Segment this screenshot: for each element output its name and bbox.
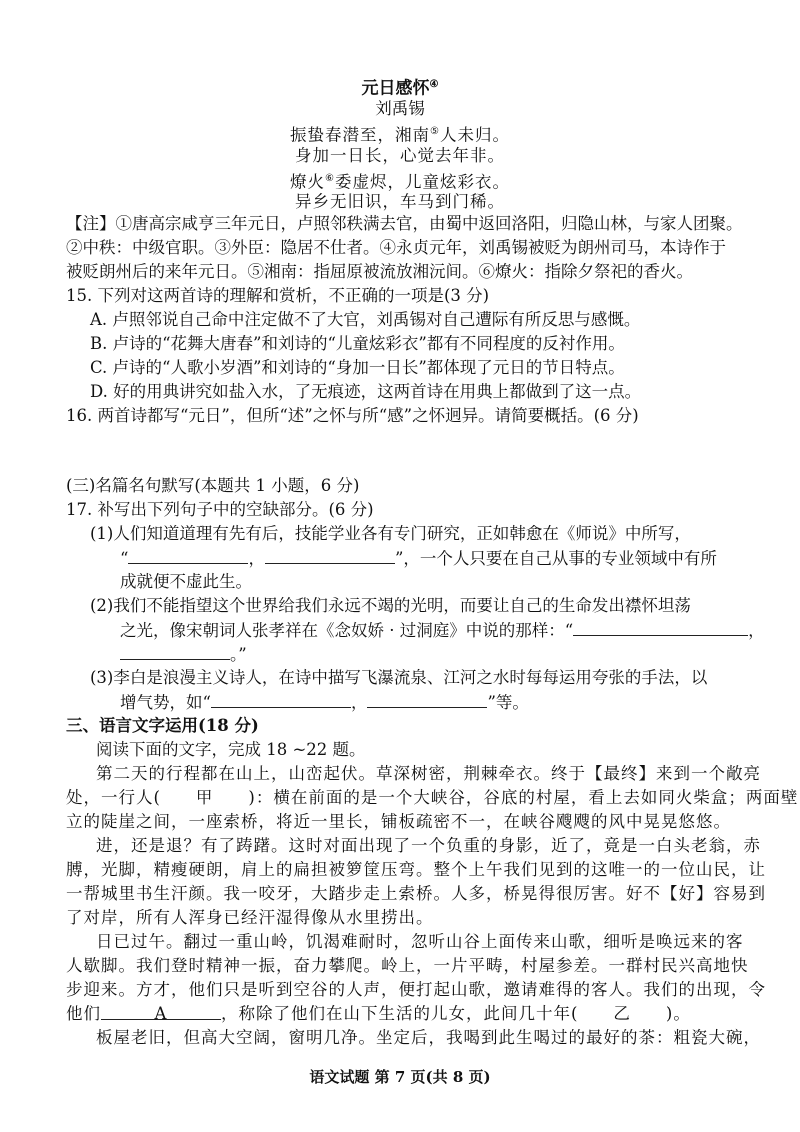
section-heading: (三)名篇名句默写(本题共 1 小题，6 分) [66, 476, 360, 495]
line-text: 。” [230, 645, 247, 664]
q17-item-2-line-2 [120, 619, 765, 642]
poem-note-mark: ⑤ [430, 126, 440, 137]
note-line-2: ②中秩：中级官职。③外臣：隐居不仕者。④永贞元年，刘禹锡被贬为朗州司马，本诗作于 [66, 238, 726, 257]
part-heading: 三、语言文字运用(18 分) [66, 716, 259, 735]
answer-blank[interactable] [367, 691, 487, 708]
poem-title-text: 元日感怀 [361, 78, 430, 99]
line-text: ”，一个人只要在自己从事的专业领域中有所 [394, 549, 717, 568]
poem-line-text: 燎火 [290, 172, 326, 192]
note-line-1: 【注】①唐高宗咸亨三年元日，卢照邻秩满去官，由蜀中返回洛阳，归隐山林，与家人团聚。 [66, 214, 743, 233]
poem-title-note: ④ [429, 79, 439, 90]
q17-item-1-line-3: 成就便不虚此生。 [120, 572, 252, 591]
poem-line-3 [0, 168, 800, 194]
quote-mark: “ [120, 549, 129, 568]
passage-line: 步迎来。方才，他们只是听到空谷的人声，便打起山歌，邀请难得的客人。我们的出现，令 [66, 980, 766, 999]
blank-a[interactable] [101, 1003, 221, 1023]
passage-line: 第二天的行程都在山上，山峦起伏。草深树密，荆棘牵衣。终于【最终】来到一个敞亮 [96, 764, 761, 783]
q17-item-1-line-2 [120, 547, 717, 570]
q15-option-c: C. 卢诗的“人歌小岁酒”和刘诗的“身加一日长”都体现了元日的节日特点。 [90, 358, 625, 377]
passage-line-with-blank-a [66, 1003, 691, 1025]
answer-blank[interactable] [265, 547, 395, 564]
question-15-stem: 15. 下列对这两首诗的理解和赏析，不正确的一项是(3 分) [66, 286, 490, 305]
line-text: 增气势，如“ [120, 693, 211, 712]
line-text: 他们 [66, 1004, 101, 1023]
poem-note-mark: ⑥ [325, 173, 335, 184]
passage-line: 膊，光脚，精瘦硬朗，肩上的扁担被箩筐压弯。整个上午我们见到的这唯一的一位山民，让 [66, 860, 766, 879]
passage-line: 处，一行人( 甲 )：横在前面的是一个大峡谷，谷底的村屋，看上去如同火柴盒；两面壁 [66, 788, 799, 807]
poem-line-1 [0, 121, 800, 147]
q17-item-1-line-1: (1)人们知道道理有先有后，技能学业各有专门研究，正如韩愈在《师说》中所写， [90, 524, 691, 543]
passage-line: 板屋老旧，但高大空阔，窗明几净。坐定后，我喝到此生喝过的最好的茶：粗瓷大碗， [96, 1028, 761, 1047]
q17-item-3-line-1: (3)李白是浪漫主义诗人，在诗中描写飞瀑流泉、江河之水时每每运用夸张的手法，以 [90, 668, 708, 687]
poem-title [0, 74, 800, 100]
passage-line: 一帮城里书生汗颜。我一咬牙，大踏步走上索桥。人多，桥晃得很厉害。好不【好】容易到 [66, 884, 766, 903]
answer-blank[interactable] [573, 619, 748, 636]
poem-line-text: 人未归。 [439, 125, 510, 145]
answer-blank[interactable] [120, 643, 230, 660]
comma: ， [748, 621, 765, 640]
comma: ， [248, 549, 265, 568]
poem-line-text: 振蛰春潜至，湘南 [290, 125, 431, 145]
poem-line-2: 身加一日长，心觉去年非。 [295, 146, 505, 165]
q17-item-2-line-3 [120, 643, 247, 666]
poem-author: 刘禹锡 [375, 99, 425, 118]
q17-item-3-line-2 [120, 691, 529, 714]
page-footer: 语文试题 第 7 页(共 8 页) [309, 1068, 491, 1086]
passage-line: 了对岸，所有人浑身已经汗湿得像从水里捞出。 [66, 908, 434, 927]
answer-blank[interactable] [211, 691, 351, 708]
poem-line-text: 委虚烬，儿童炫彩衣。 [334, 172, 510, 192]
line-text: ”等。 [487, 693, 529, 712]
comma: ， [350, 693, 368, 712]
blank-a-label: A [154, 1004, 168, 1023]
q17-item-2-line-1: (2)我们不能指望这个世界给我们永远不竭的光明，而要让自己的生命发出襟怀坦荡 [90, 596, 691, 615]
poem-line-4: 异乡无旧识，车马到门稀。 [295, 192, 505, 211]
q15-option-a: A. 卢照邻说自己命中注定做不了大官，刘禹锡对自己遭际有所反思与感慨。 [90, 310, 641, 329]
note-line-3: 被贬朗州后的来年元日。⑤湘南：指屈原被流放湘沅间。⑥燎火：指除夕祭祀的香火。 [66, 262, 693, 281]
passage-line: 人歇脚。我们登时精神一振，奋力攀爬。岭上，一片平畴，村屋参差。一群村民兴高地快 [66, 956, 749, 975]
q15-option-b: B. 卢诗的“花舞大唐春”和刘诗的“儿童炫彩衣”都有不同程度的反衬作用。 [90, 334, 625, 353]
reading-instruction: 阅读下面的文字，完成 18 ~22 题。 [96, 740, 366, 759]
passage-line: 立的陡崖之间，一座索桥，将近一里长，铺板疏密不一，在峡谷飕飕的风中晃晃悠悠。 [66, 812, 731, 831]
line-text: ，称除了他们在山下生活的儿女，此间几十年( 乙 )。 [221, 1004, 691, 1023]
passage-line: 日已过午。翻过一重山岭，饥渴难耐时，忽听山谷上面传来山歌，细听是唤远来的客 [96, 932, 744, 951]
question-16-stem: 16. 两首诗都写“元日”，但所“述”之怀与所“感”之怀迥异。请简要概括。(6 分) [66, 406, 639, 425]
passage-line: 进，还是退？有了踌躇。这时对面出现了一个负重的身影，近了，竟是一白头老翁，赤 [96, 836, 761, 855]
question-17-stem: 17. 补写出下列句子中的空缺部分。(6 分) [66, 500, 374, 519]
answer-blank[interactable] [128, 547, 248, 564]
q15-option-d: D. 好的用典讲究如盐入水，了无痕迹，这两首诗在用典上都做到了这一点。 [90, 382, 642, 401]
line-text: 之光，像宋朝词人张孝祥在《念奴娇 · 过洞庭》中说的那样：“ [120, 621, 574, 640]
